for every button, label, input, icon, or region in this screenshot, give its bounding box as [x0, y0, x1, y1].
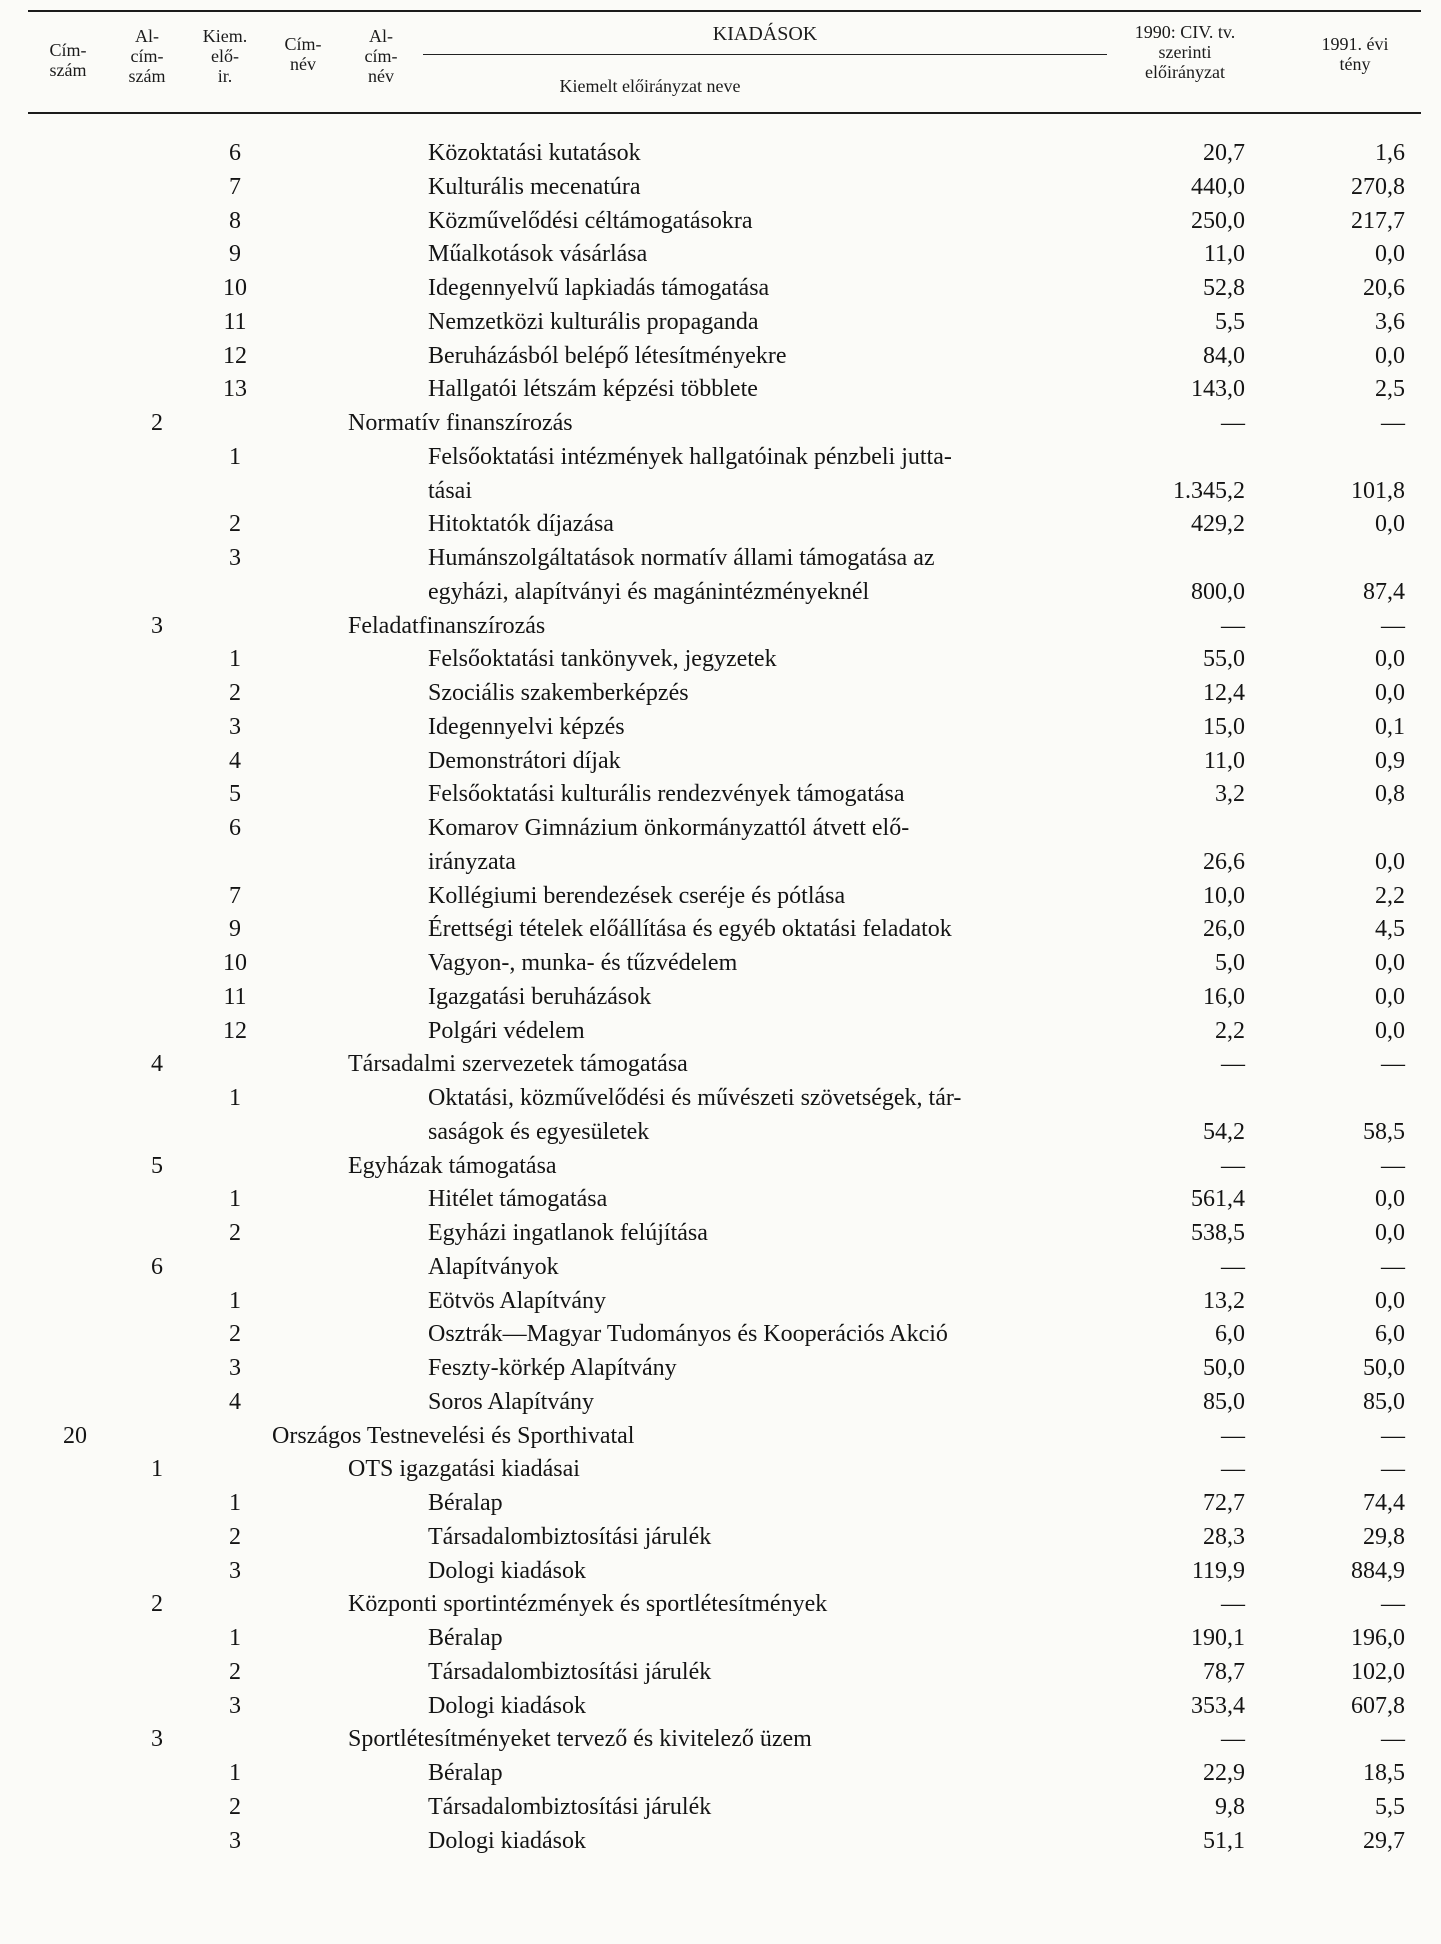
- table-row: [0, 271, 1441, 305]
- value-1991-cell: 50,0: [1363, 1355, 1405, 1381]
- value-1990-cell: —: [1221, 1422, 1245, 1449]
- item-name-cell: Beruházásból belépő létesítményekre: [428, 342, 787, 369]
- kiem-eloir-cell: 2: [229, 1658, 241, 1685]
- alcim-szam-cell: 2: [151, 410, 163, 436]
- table-row: [0, 1722, 1441, 1756]
- value-1991-cell: —: [1381, 612, 1405, 639]
- item-name-cell: Műalkotások vásárlása: [428, 241, 648, 268]
- value-1991-cell: 0,0: [1375, 646, 1405, 673]
- item-name-cell: Béralap: [428, 1760, 503, 1786]
- item-name-cell: Oktatási, közművelődési és művészeti szövetségek, tár-: [428, 1085, 962, 1111]
- value-1991-cell: 58,5: [1363, 1118, 1405, 1145]
- value-1991-cell: 2,2: [1375, 882, 1405, 909]
- kiem-eloir-cell: 13: [223, 376, 247, 403]
- value-1990-cell: 78,7: [1203, 1658, 1245, 1685]
- item-name-cell: Dologi kiadások: [428, 1827, 586, 1854]
- value-1990-cell: 2,2: [1215, 1017, 1245, 1044]
- value-1990-cell: 52,8: [1203, 275, 1245, 301]
- value-1990-cell: 5,0: [1215, 950, 1245, 976]
- kiem-eloir-cell: 3: [229, 1557, 241, 1584]
- header-kiemelt-nev: Kiemelt előirányzat neve: [559, 76, 741, 96]
- table-row: [0, 170, 1441, 204]
- item-name-cell: Központi sportintézmények és sportlétesítmények: [348, 1591, 828, 1618]
- kiem-eloir-cell: 3: [229, 713, 241, 740]
- value-1990-cell: 353,4: [1191, 1692, 1245, 1719]
- item-name-cell: Hitoktatók díjazása: [428, 511, 614, 538]
- item-name-cell: Társadalombiztosítási járulék: [428, 1793, 712, 1820]
- value-1990-cell: —: [1221, 1726, 1245, 1753]
- item-name-cell: Társadalmi szervezetek támogatása: [348, 1051, 688, 1078]
- item-name-cell: Egyházi ingatlanok felújítása: [428, 1220, 708, 1246]
- value-1990-cell: 561,4: [1191, 1186, 1245, 1213]
- kiem-eloir-cell: 10: [223, 275, 247, 301]
- value-1991-cell: 0,0: [1375, 342, 1405, 369]
- cim-szam-cell: 20: [63, 1422, 87, 1449]
- item-name-cell: Társadalombiztosítási járulék: [428, 1523, 712, 1550]
- value-1990-cell: 800,0: [1191, 578, 1245, 605]
- table-row: [0, 440, 1441, 474]
- value-1991-cell: 85,0: [1363, 1388, 1405, 1415]
- kiem-eloir-cell: 9: [229, 916, 241, 943]
- value-1990-cell: 11,0: [1203, 747, 1245, 774]
- header-cim-nev: Cím- név: [284, 34, 322, 74]
- value-1990-cell: 3,2: [1215, 781, 1245, 808]
- item-name-cell: tásai: [428, 477, 472, 504]
- value-1990-cell: —: [1221, 612, 1245, 639]
- value-1990-cell: 190,1: [1191, 1625, 1245, 1651]
- kiem-eloir-cell: 6: [229, 140, 241, 166]
- kiem-eloir-cell: 2: [229, 1321, 241, 1348]
- item-name-cell: Kulturális mecenatúra: [428, 173, 641, 200]
- table-row: [0, 609, 1441, 643]
- table-row: [0, 136, 1441, 170]
- item-name-cell: Hallgatói létszám képzési többlete: [428, 376, 758, 403]
- alcim-szam-cell: 2: [151, 1591, 163, 1618]
- value-1991-cell: 0,0: [1375, 983, 1405, 1010]
- table-row: [0, 710, 1441, 744]
- value-1990-cell: 1.345,2: [1173, 477, 1245, 504]
- value-1991-cell: 18,5: [1363, 1760, 1405, 1786]
- value-1990-cell: 26,0: [1203, 916, 1245, 943]
- item-name-cell: Humánszolgáltatások normatív állami támogatása az: [428, 545, 935, 571]
- header-kiadasok: KIADÁSOK: [712, 23, 818, 45]
- item-name-cell: egyházi, alapítványi és magánintézményeknél: [428, 578, 870, 605]
- table-row: [0, 1486, 1441, 1520]
- item-name-cell: irányzata: [428, 848, 516, 875]
- value-1991-cell: 607,8: [1351, 1692, 1405, 1719]
- value-1991-cell: 217,7: [1351, 207, 1405, 234]
- value-1991-cell: 29,7: [1363, 1827, 1405, 1854]
- kiem-eloir-cell: 1: [229, 443, 241, 470]
- header-top-rule: [28, 10, 1421, 12]
- header-cim-szam: Cím- szám: [49, 40, 87, 80]
- header-col-1991: 1991. évi tény: [1321, 34, 1389, 74]
- value-1990-cell: —: [1221, 1456, 1245, 1483]
- kiem-eloir-cell: 1: [229, 646, 241, 673]
- table-row: [0, 1014, 1441, 1048]
- kiem-eloir-cell: 12: [223, 1017, 247, 1044]
- header-bottom-rule: [28, 112, 1421, 114]
- value-1990-cell: —: [1221, 410, 1245, 436]
- value-1990-cell: 143,0: [1191, 376, 1245, 403]
- value-1990-cell: —: [1221, 1051, 1245, 1078]
- value-1991-cell: —: [1381, 1152, 1405, 1179]
- table-row: [0, 912, 1441, 946]
- header-alcim-nev: Al- cím- név: [364, 26, 398, 86]
- value-1991-cell: 0,0: [1375, 680, 1405, 706]
- kiem-eloir-cell: 1: [229, 1760, 241, 1786]
- value-1991-cell: —: [1381, 1253, 1405, 1280]
- value-1991-cell: 101,8: [1351, 477, 1405, 504]
- alcim-szam-cell: 5: [151, 1152, 163, 1179]
- kiem-eloir-cell: 5: [229, 781, 241, 808]
- kiem-eloir-cell: 1: [229, 1625, 241, 1651]
- alcim-szam-cell: 3: [151, 612, 163, 639]
- value-1990-cell: 51,1: [1203, 1827, 1245, 1854]
- item-name-cell: Komarov Gimnázium önkormányzattól átvett elő-: [428, 815, 910, 841]
- value-1991-cell: 3,6: [1375, 308, 1405, 335]
- value-1990-cell: 72,7: [1203, 1490, 1245, 1516]
- value-1991-cell: 6,0: [1375, 1321, 1405, 1348]
- value-1991-cell: —: [1381, 410, 1405, 436]
- value-1991-cell: —: [1381, 1456, 1405, 1483]
- item-name-cell: Alapítványok: [428, 1253, 559, 1280]
- kiem-eloir-cell: 1: [229, 1287, 241, 1314]
- value-1991-cell: 0,8: [1375, 781, 1405, 808]
- value-1990-cell: 538,5: [1191, 1220, 1245, 1246]
- value-1990-cell: 26,6: [1203, 848, 1245, 875]
- table-row: [0, 1587, 1441, 1621]
- table-row: [0, 845, 1441, 879]
- table-row: [0, 1790, 1441, 1824]
- table-row: [0, 1756, 1441, 1790]
- item-name-cell: Demonstrátori díjak: [428, 747, 621, 774]
- item-name-cell: Nemzetközi kulturális propaganda: [428, 308, 759, 335]
- kiem-eloir-cell: 2: [229, 680, 241, 706]
- table-row: [0, 1115, 1441, 1149]
- table-row: [0, 1655, 1441, 1689]
- table-row: [0, 676, 1441, 710]
- value-1990-cell: 429,2: [1191, 511, 1245, 538]
- kiem-eloir-cell: 7: [229, 882, 241, 909]
- table-row: [0, 1182, 1441, 1216]
- kiem-eloir-cell: 8: [229, 207, 241, 234]
- kiem-eloir-cell: 1: [229, 1490, 241, 1516]
- table-row: [0, 1419, 1441, 1453]
- item-name-cell: Kollégiumi berendezések cseréje és pótlása: [428, 882, 846, 909]
- table-row: [0, 305, 1441, 339]
- table-row: [0, 1284, 1441, 1318]
- table-row: [0, 1317, 1441, 1351]
- kiem-eloir-cell: 3: [229, 545, 241, 571]
- value-1991-cell: 1,6: [1375, 140, 1405, 166]
- item-name-cell: Felsőoktatási tankönyvek, jegyzetek: [428, 646, 777, 673]
- value-1990-cell: 11,0: [1203, 241, 1245, 268]
- item-name-cell: Eötvös Alapítvány: [428, 1287, 606, 1314]
- kiem-eloir-cell: 10: [223, 950, 247, 976]
- table-row: [0, 642, 1441, 676]
- header-alcim-szam: Al- cím- szám: [128, 26, 166, 86]
- value-1991-cell: 102,0: [1351, 1658, 1405, 1685]
- table-row: [0, 575, 1441, 609]
- value-1990-cell: 440,0: [1191, 173, 1245, 200]
- value-1990-cell: 20,7: [1203, 140, 1245, 166]
- value-1990-cell: 54,2: [1203, 1118, 1245, 1145]
- table-row: [0, 372, 1441, 406]
- table-row: [0, 1250, 1441, 1284]
- kiem-eloir-cell: 3: [229, 1827, 241, 1854]
- value-1991-cell: —: [1381, 1422, 1405, 1449]
- value-1991-cell: 270,8: [1351, 173, 1405, 200]
- alcim-szam-cell: 4: [151, 1051, 163, 1078]
- value-1991-cell: 0,0: [1375, 1186, 1405, 1213]
- value-1991-cell: 884,9: [1351, 1557, 1405, 1584]
- item-name-cell: Vagyon-, munka- és tűzvédelem: [428, 950, 738, 976]
- table-row: [0, 1081, 1441, 1115]
- table-row: [0, 1621, 1441, 1655]
- value-1991-cell: 5,5: [1375, 1793, 1405, 1820]
- kiem-eloir-cell: 6: [229, 815, 241, 841]
- header-kiadasok-rule: [423, 54, 1107, 55]
- value-1990-cell: 119,9: [1191, 1557, 1245, 1584]
- value-1990-cell: —: [1221, 1253, 1245, 1280]
- value-1990-cell: 84,0: [1203, 342, 1245, 369]
- value-1990-cell: 13,2: [1203, 1287, 1245, 1314]
- item-name-cell: Polgári védelem: [428, 1017, 585, 1044]
- table-row: [0, 811, 1441, 845]
- value-1990-cell: —: [1221, 1591, 1245, 1618]
- table-row: [0, 879, 1441, 913]
- value-1991-cell: —: [1381, 1591, 1405, 1618]
- value-1991-cell: 0,1: [1375, 713, 1405, 740]
- kiem-eloir-cell: 11: [223, 983, 247, 1010]
- kiem-eloir-cell: 4: [229, 747, 241, 774]
- value-1991-cell: —: [1381, 1726, 1405, 1753]
- table-row: [0, 237, 1441, 271]
- table-row: [0, 541, 1441, 575]
- kiem-eloir-cell: 2: [229, 511, 241, 538]
- item-name-cell: Béralap: [428, 1490, 503, 1516]
- item-name-cell: Idegennyelvi képzés: [428, 713, 625, 740]
- item-name-cell: Normatív finanszírozás: [348, 410, 573, 436]
- item-name-cell: Igazgatási beruházások: [428, 983, 652, 1010]
- value-1991-cell: 0,0: [1375, 1287, 1405, 1314]
- table-row: [0, 1824, 1441, 1858]
- value-1990-cell: 15,0: [1203, 713, 1245, 740]
- item-name-cell: Hitélet támogatása: [428, 1186, 608, 1213]
- value-1991-cell: 0,0: [1375, 511, 1405, 538]
- value-1991-cell: —: [1381, 1051, 1405, 1078]
- value-1991-cell: 0,0: [1375, 1220, 1405, 1246]
- value-1990-cell: 50,0: [1203, 1355, 1245, 1381]
- table-row: [0, 1452, 1441, 1486]
- value-1990-cell: 9,8: [1215, 1793, 1245, 1820]
- table-row: [0, 980, 1441, 1014]
- value-1990-cell: —: [1221, 1152, 1245, 1179]
- kiem-eloir-cell: 3: [229, 1692, 241, 1719]
- value-1990-cell: 12,4: [1203, 680, 1245, 706]
- value-1990-cell: 55,0: [1203, 646, 1245, 673]
- value-1991-cell: 0,0: [1375, 241, 1405, 268]
- item-name-cell: Soros Alapítvány: [428, 1388, 594, 1415]
- table-row: [0, 1385, 1441, 1419]
- table-row: [0, 1351, 1441, 1385]
- kiem-eloir-cell: 2: [229, 1793, 241, 1820]
- value-1991-cell: 196,0: [1351, 1625, 1405, 1651]
- kiem-eloir-cell: 2: [229, 1523, 241, 1550]
- item-name-cell: Egyházak támogatása: [348, 1152, 557, 1179]
- kiem-eloir-cell: 12: [223, 342, 247, 369]
- value-1990-cell: 5,5: [1215, 308, 1245, 335]
- table-row: [0, 339, 1441, 373]
- header-kiem-eloir: Kiem. elő- ir.: [202, 26, 248, 86]
- table-row: [0, 507, 1441, 541]
- value-1990-cell: 10,0: [1203, 882, 1245, 909]
- alcim-szam-cell: 1: [151, 1456, 163, 1483]
- item-name-cell: Társadalombiztosítási járulék: [428, 1658, 712, 1685]
- kiem-eloir-cell: 2: [229, 1220, 241, 1246]
- value-1991-cell: 29,8: [1363, 1523, 1405, 1550]
- table-row: [0, 1149, 1441, 1183]
- value-1990-cell: 85,0: [1203, 1388, 1245, 1415]
- kiem-eloir-cell: 7: [229, 173, 241, 200]
- table-row: [0, 406, 1441, 440]
- value-1990-cell: 16,0: [1203, 983, 1245, 1010]
- kiem-eloir-cell: 1: [229, 1186, 241, 1213]
- item-name-cell: Sportlétesítményeket tervező és kivitelező üzem: [348, 1726, 812, 1753]
- table-row: [0, 1554, 1441, 1588]
- item-name-cell: Feladatfinanszírozás: [348, 612, 546, 639]
- item-name-cell: Idegennyelvű lapkiadás támogatása: [428, 275, 770, 301]
- item-name-cell: Országos Testnevelési és Sporthivatal: [272, 1422, 635, 1449]
- value-1991-cell: 87,4: [1363, 578, 1405, 605]
- value-1990-cell: 250,0: [1191, 207, 1245, 234]
- value-1990-cell: 6,0: [1215, 1321, 1245, 1348]
- table-row: [0, 777, 1441, 811]
- kiem-eloir-cell: 3: [229, 1355, 241, 1381]
- item-name-cell: Osztrák—Magyar Tudományos és Kooperációs Akció: [428, 1321, 948, 1348]
- table-row: [0, 474, 1441, 508]
- value-1991-cell: 0,0: [1375, 950, 1405, 976]
- item-name-cell: Béralap: [428, 1625, 503, 1651]
- item-name-cell: Dologi kiadások: [428, 1692, 586, 1719]
- item-name-cell: saságok és egyesületek: [428, 1118, 650, 1145]
- alcim-szam-cell: 6: [151, 1253, 163, 1280]
- table-row: [0, 1216, 1441, 1250]
- value-1991-cell: 20,6: [1363, 275, 1405, 301]
- table-row: [0, 744, 1441, 778]
- alcim-szam-cell: 3: [151, 1726, 163, 1753]
- kiem-eloir-cell: 4: [229, 1388, 241, 1415]
- table-row: [0, 1047, 1441, 1081]
- kiem-eloir-cell: 11: [223, 308, 247, 335]
- table-row: [0, 1689, 1441, 1723]
- item-name-cell: Felsőoktatási kulturális rendezvények támogatása: [428, 781, 905, 808]
- table-row: [0, 1520, 1441, 1554]
- item-name-cell: Szociális szakemberképzés: [428, 680, 689, 706]
- item-name-cell: Dologi kiadások: [428, 1557, 586, 1584]
- value-1991-cell: 4,5: [1375, 916, 1405, 943]
- item-name-cell: Közoktatási kutatások: [428, 140, 641, 166]
- value-1990-cell: 22,9: [1203, 1760, 1245, 1786]
- item-name-cell: Feszty-körkép Alapítvány: [428, 1355, 677, 1381]
- table-row: [0, 946, 1441, 980]
- value-1990-cell: 28,3: [1203, 1523, 1245, 1550]
- table-row: [0, 204, 1441, 238]
- item-name-cell: OTS igazgatási kiadásai: [348, 1456, 580, 1483]
- header-col-1990: 1990: CIV. tv. szerinti előirányzat: [1134, 22, 1236, 82]
- item-name-cell: Közművelődési céltámogatásokra: [428, 207, 753, 234]
- item-name-cell: Érettségi tételek előállítása és egyéb oktatási feladatok: [428, 916, 952, 943]
- value-1991-cell: 0,0: [1375, 1017, 1405, 1044]
- value-1991-cell: 74,4: [1363, 1490, 1405, 1516]
- value-1991-cell: 0,9: [1375, 747, 1405, 774]
- value-1991-cell: 0,0: [1375, 848, 1405, 875]
- kiem-eloir-cell: 1: [229, 1085, 241, 1111]
- item-name-cell: Felsőoktatási intézmények hallgatóinak pénzbeli jutta-: [428, 443, 952, 470]
- kiem-eloir-cell: 9: [229, 241, 241, 268]
- value-1991-cell: 2,5: [1375, 376, 1405, 403]
